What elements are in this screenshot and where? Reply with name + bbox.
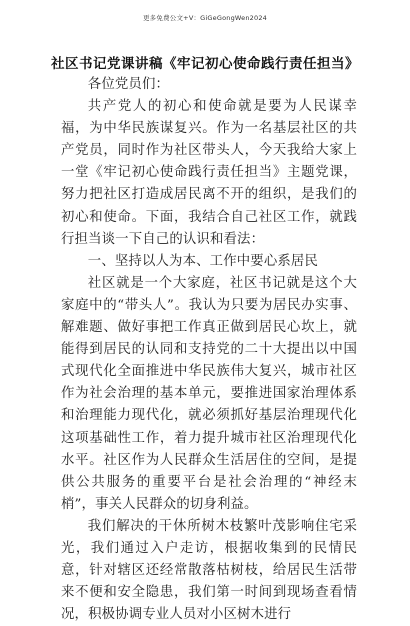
document-body [61, 74, 357, 626]
paragraph-intro: 共产党人的初心和使命就是要为人民谋幸福，为中华民族谋复兴。作为一名基层社区的共产党员，同时作为社区带头人，今天我给大家上一堂《牢记初心使命践行责任担当》主题党课，努力把社区打造成居民离不开的组织，是我们的初心和使命。下面，我结合自己社区工作，就践行担当谈一下自己的认识和看法： [61, 99, 357, 247]
header-note: 更多免费公文+V：GiGeGongWen2024 [142, 14, 268, 22]
document-title: 社区书记党课讲稿《牢记初心使命践行责任担当》 [51, 56, 359, 72]
paragraph-trees: 我们解决的干休所树木枝繁叶茂影响住宅采光，我们通过入户走访，根据收集到的民情民意，针对辖区还经常散落枯树枝，给居民生活带来不便和安全隐患，我们第一时间到现场查看情况，积极协调专业人员对小区树木进行 [61, 518, 357, 623]
section-heading-1: 一、坚持以人为本、工作中要心系居民 [87, 253, 318, 269]
paragraph-community: 社区就是一个大家庭，社区书记就是这个大家庭中的“带头人”。我认为只要为居民办实事、解难题、做好事把工作真正做到居民心坎上，就能得到居民的认同和支持党的二十大提出以中国式现代化全面推进中华民族伟大复兴，城市社区作为社会治理的基本单元，要推进国家治理体系和治理能力现代化，就必须抓好基层治理现代化这项基础性工作，着力提升城市社区治理现代化水平。社区作为人民群众生活居住的空间，是提供公共服务的重要平台是社会治理的“神经末梢”，事关人民群众的切身利益。 [61, 275, 357, 512]
greeting: 各位党员们： [87, 77, 170, 92]
